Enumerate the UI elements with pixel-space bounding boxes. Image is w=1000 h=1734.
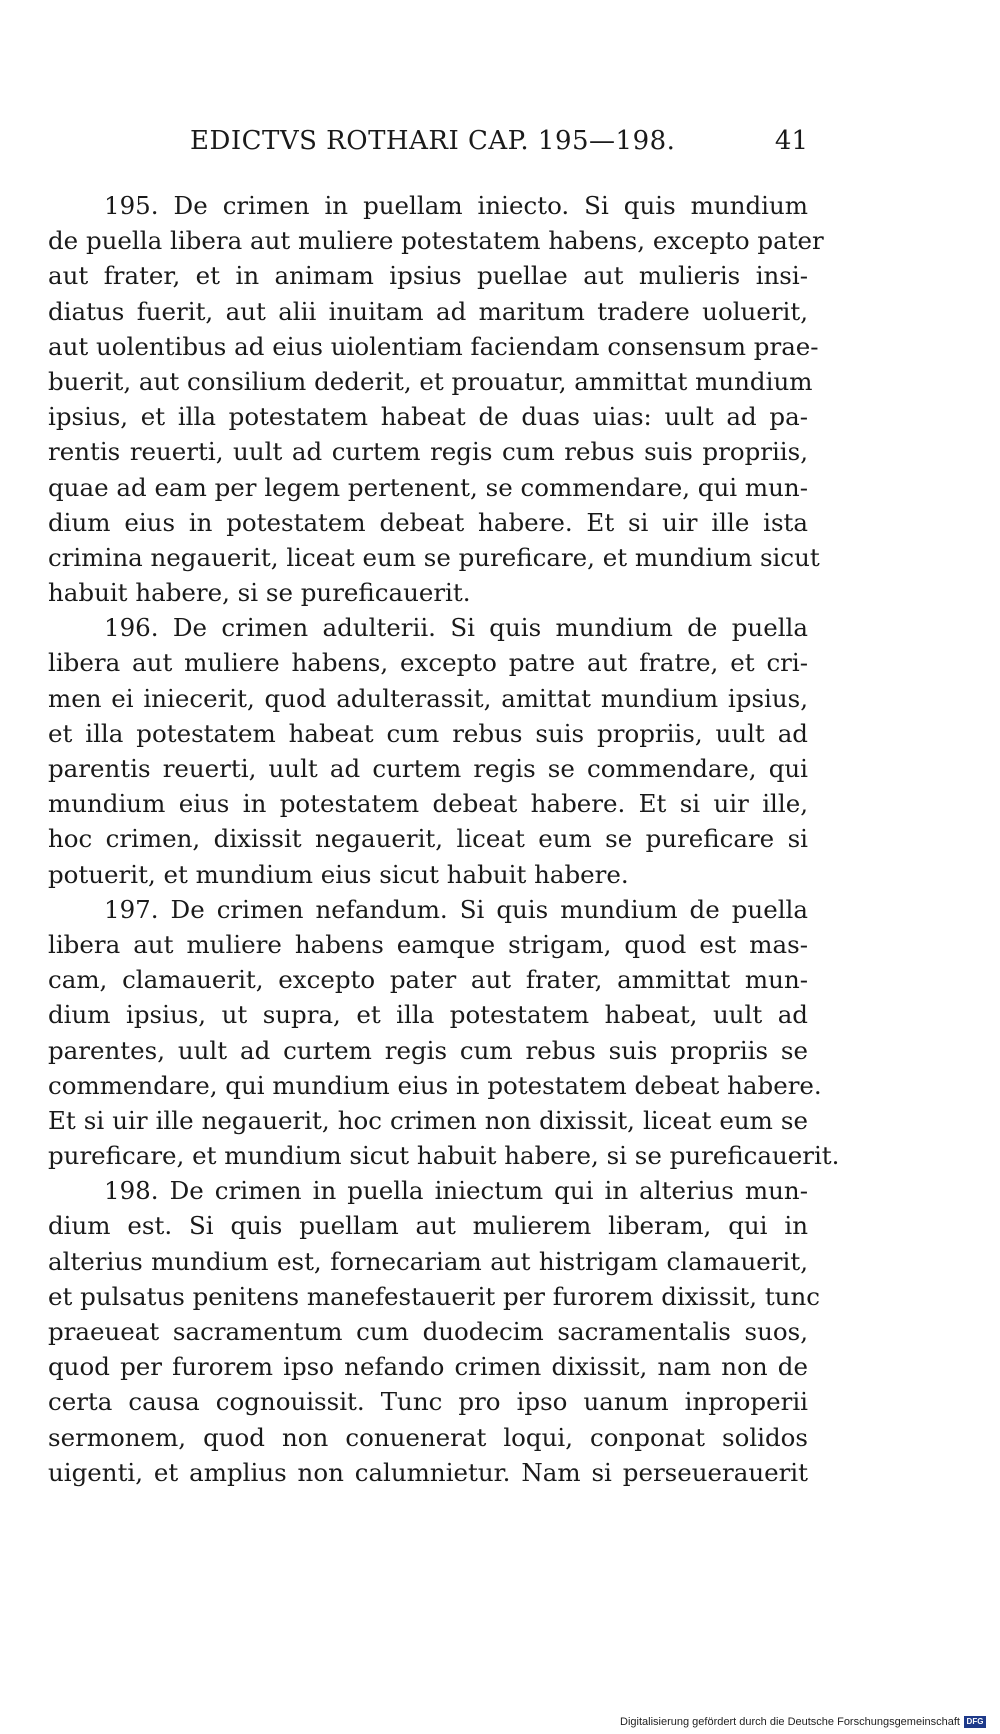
text-line: de puella libera aut muliere potestatem habens, excepto pater (48, 226, 824, 256)
text-line: habuit habere, si se pureficauerit. (48, 578, 471, 608)
text-line-chapter-196-start: 196. De crimen adulterii. Si quis mundium de puella (104, 613, 808, 643)
text-line: rentis reuerti, uult ad curtem regis cum rebus suis propriis, (48, 437, 808, 467)
text-line: dium ipsius, ut supra, et illa potestatem habeat, uult ad (48, 1000, 808, 1030)
text-line: ipsius, et illa potestatem habeat de duas uias: uult ad pa- (48, 402, 808, 432)
text-line: hoc crimen, dixissit negauerit, liceat eum se pureficare si (48, 824, 808, 854)
text-line: mundium eius in potestatem debeat habere. Et si uir ille, (48, 789, 808, 819)
text-line: pureficare, et mundium sicut habuit habere, si se pureficauerit. (48, 1141, 840, 1171)
text-line: crimina negauerit, liceat eum se pureficare, et mundium sicut (48, 542, 820, 572)
page-header (48, 126, 808, 166)
text-line: potuerit, et mundium eius sicut habuit habere. (48, 859, 629, 889)
text-line: et pulsatus penitens manefestauerit per furorem dixissit, tunc (48, 1281, 820, 1311)
text-line: cam, clamauerit, excepto pater aut frater, ammittat mun- (48, 965, 808, 995)
page-number: 41 (774, 126, 808, 156)
text-line: libera aut muliere habens eamque strigam, quod est mas- (48, 929, 808, 959)
text-line: men ei iniecerit, quod adulterassit, amittat mundium ipsius, (48, 683, 808, 713)
text-line: et illa potestatem habeat cum rebus suis propriis, uult ad (48, 718, 808, 748)
text-line: praeueat sacramentum cum duodecim sacramentalis suos, (48, 1317, 808, 1346)
text-line: quod per furorem ipso nefando crimen dixissit, nam non de (48, 1352, 808, 1382)
running-title: EDICTVS ROTHARI CAP. 195—198. (190, 126, 676, 156)
text-line: uigenti, et amplius non calumnietur. Nam si perseuerauerit (48, 1457, 808, 1487)
text-line: sermonem, quod non conuenerat loqui, conponat solidos (48, 1422, 808, 1452)
text-line: libera aut muliere habens, excepto patre aut fratre, et cri- (48, 648, 808, 678)
text-line: quae ad eam per legem pertenent, se commendare, qui mun- (48, 472, 808, 502)
text-line: diatus fuerit, aut alii inuitam ad maritum tradere uoluerit, (48, 296, 808, 326)
text-line: parentes, uult ad curtem regis cum rebus suis propriis se (48, 1035, 808, 1065)
text-line: aut uolentibus ad eius uiolentiam faciendam consensum prae- (48, 331, 819, 361)
text-line: certa causa cognouissit. Tunc pro ipso uanum inproperii (48, 1387, 808, 1417)
text-line: buerit, aut consilium dederit, et prouatur, ammittat mundium (48, 366, 813, 396)
text-line-chapter-198-start: 198. De crimen in puella iniectum qui in alterius mun- (104, 1176, 808, 1206)
credit-text: Digitalisierung gefördert durch die Deutsche Forschungsgemeinschaft (620, 1716, 960, 1728)
text-line: dium eius in potestatem debeat habere. Et si uir ille ista (48, 507, 808, 537)
text-line: alterius mundium est, fornecariam aut histrigam clamauerit, (48, 1246, 808, 1276)
text-line: parentis reuerti, uult ad curtem regis se commendare, qui (48, 754, 808, 783)
text-line: dium est. Si quis puellam aut mulierem liberam, qui in (48, 1211, 808, 1241)
text-line: commendare, qui mundium eius in potestatem debeat habere. (48, 1070, 822, 1100)
digitization-credit (620, 1716, 986, 1728)
text-line-chapter-197-start: 197. De crimen nefandum. Si quis mundium de puella (104, 894, 808, 924)
text-line-chapter-195-start: 195. De crimen in puellam iniecto. Si quis mundium (104, 191, 808, 220)
dfg-logo-icon: DFG (964, 1716, 986, 1728)
body-text (48, 188, 840, 1490)
text-line: Et si uir ille negauerit, hoc crimen non dixissit, liceat eum se (48, 1105, 808, 1135)
text-line: aut frater, et in animam ipsius puellae aut mulieris insi- (48, 261, 808, 291)
